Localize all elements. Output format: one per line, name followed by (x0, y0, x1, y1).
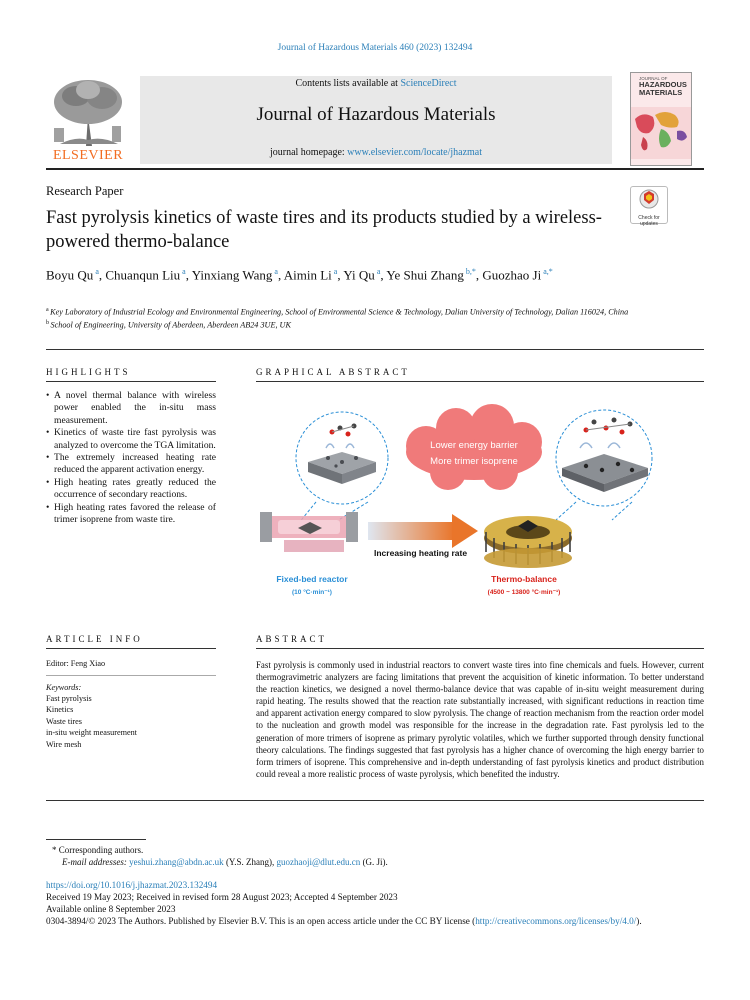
abstract-bottom-divider (46, 800, 704, 801)
affiliations (46, 305, 666, 330)
email-zhang-link[interactable]: yeshui.zhang@abdn.ac.uk (129, 857, 224, 867)
abstract-text: Fast pyrolysis is commonly used in industrial reactors to convert waste tires into fine chemicals and fuels. However, current thermogravimetric analyzers are facing limitations that prevent the acquisition of kinetic information. To better understand the reaction kinetics, we designed a novel thermo-balance device that was capable of in-situ weight measurement during rapid heating. The results showed that the reaction rate substantially increased, with significant reductions in reaction time and apparent activation energy compared to slow pyrolysis. The change of reaction mechanism from the reaction order model to the nucleation and growth model was responsible for the increase in the degradation rate. Fast pyrolysis led to the generation of more trimers of isoprene as primary pyrolytic volatiles, which we further supported through density functional theory calculations. The findings suggested that fast pyrolysis has a higher chance of overcoming the high energy barrier to form trimers of isoprene. This comprehensive and in-depth understanding of fast pyrolysis kinetics and product distribution could reveal a more realistic process of waste pyrolysis, which benefited the industry. (256, 660, 704, 779)
license-line (46, 916, 642, 926)
homepage-line (140, 147, 612, 158)
author-affiliation-marker[interactable]: a (374, 267, 381, 276)
author-affiliation-marker[interactable]: a (180, 267, 186, 276)
heating-rate-label: Increasing heating rate (374, 548, 468, 558)
elsevier-wordmark: ELSEVIER (52, 148, 124, 163)
highlight-item: • A novel thermal balance with wireless power enabled the in-situ mass measurement. (46, 390, 216, 427)
available-online-date: Available online 8 September 2023 (46, 904, 176, 914)
cover-line2: HAZARDOUS (639, 80, 687, 89)
fixed-bed-rate-label: (10 °C·min⁻¹) (292, 589, 332, 596)
author-name: Ye Shui Zhang (386, 267, 464, 283)
affiliation-item (46, 318, 666, 331)
author-affiliation-marker[interactable]: a (331, 267, 338, 276)
keyword-item: Fast pyrolysis (46, 694, 92, 703)
thermo-balance-coil-icon (484, 516, 572, 568)
journal-cover-image[interactable] (630, 72, 692, 166)
highlight-item: • Kinetics of waste tire fast pyrolysis was analyzed to overcome the TGA limitation. (46, 427, 216, 452)
cover-line3: MATERIALS (639, 88, 683, 97)
journal-title: Journal of Hazardous Materials (256, 104, 496, 125)
graphical-abstract-svg (256, 392, 704, 612)
keyword-item: Waste tires (46, 716, 82, 726)
cloud-text-energy: Lower energy barrier (430, 440, 518, 451)
author-name: Yinxiang Wang (191, 267, 273, 283)
homepage-link[interactable]: www.elsevier.com/locate/jhazmat (347, 147, 483, 158)
affiliation-marker: a (46, 307, 51, 313)
cover-world-map-icon (631, 97, 691, 159)
author-affiliation-marker[interactable]: a,* (541, 267, 553, 276)
graphical-abstract-figure (256, 392, 704, 612)
author-affiliation-marker[interactable]: a (272, 267, 278, 276)
keyword-item: Kinetics (46, 705, 74, 715)
affiliation-text: School of Engineering, University of Aberdeen, Aberdeen AB24 3UE, UK (50, 320, 291, 330)
abstract-divider (256, 648, 704, 649)
cover-line1: JOURNAL OF (639, 76, 668, 81)
email-label: E-mail addresses: (62, 857, 130, 867)
graphical-abstract-heading: GRAPHICAL ABSTRACT (256, 367, 410, 377)
article-info-divider (46, 648, 216, 649)
author-name: Aimin Li (283, 267, 332, 283)
keyword-item: Wire mesh (46, 739, 82, 749)
fixed-bed-reactor-label: Fixed-bed reactor (276, 574, 348, 584)
graphical-abstract-divider (256, 381, 704, 382)
keyword-item: in-situ weight measurement (46, 728, 137, 738)
highlight-item: • High heating rates greatly reduced the occurrence of secondary reactions. (46, 477, 216, 502)
email-ji-link[interactable]: guozhaoji@dlut.edu.cn (276, 857, 361, 867)
corresponding-authors-note: * Corresponding authors. (52, 845, 144, 855)
article-title: Fast pyrolysis kinetics of waste tires and its products studied by a wireless-powered thermo-balance (46, 208, 602, 252)
homepage-prefix: journal homepage: (269, 147, 348, 158)
highlight-item: • High heating rates favored the release of trimer isoprene from waste tire. (46, 502, 216, 527)
thermo-balance-rate-label: (4500 ~ 13800 °C·min⁻¹) (487, 589, 561, 596)
check-updates-line1: Check for (638, 215, 660, 221)
highlights-list (46, 390, 216, 526)
author-name: Guozhao Ji (482, 267, 542, 283)
highlights-divider (46, 381, 216, 382)
journal-reference[interactable]: Journal of Hazardous Materials 460 (2023) 132494 (277, 43, 473, 53)
heating-rate-arrow-icon (368, 514, 478, 548)
editor-line: Editor: Feng Xiao (46, 659, 106, 668)
email-zhang-name: (Y.S. Zhang), (223, 857, 277, 867)
email-addresses (62, 857, 388, 867)
article-info-subdivider (46, 675, 216, 676)
cloud-text-isoprene: More trimer isoprene (430, 456, 518, 467)
abstract-heading: ABSTRACT (256, 634, 328, 644)
article-info-heading: ARTICLE INFO (46, 634, 143, 644)
affiliation-text: Key Laboratory of Industrial Ecology and Environmental Engineering, School of Environmental Science & Technology, Dalian University of Technology, Dalian 116024, China (50, 307, 629, 317)
contents-prefix: Contents lists available at (295, 78, 401, 89)
author-list: Boyu Qu $^a$, Chuanqun Liu $^a$, Yinxiang Wang $^a$, Aimin Li $^a$, Yi Qu $^a$, Ye Shui Zhang $^{b,*}$, Guozhao Ji $^{a,*}$ (46, 267, 553, 283)
header-divider (46, 168, 704, 170)
doi-link[interactable]: https://doi.org/10.1016/j.jhazmat.2023.132494 (46, 880, 218, 890)
author-affiliation-marker[interactable]: a (93, 267, 99, 276)
check-updates-line2: updates (640, 220, 658, 227)
article-type: Research Paper (46, 184, 124, 198)
author-affiliation-marker[interactable]: b,* (463, 267, 476, 276)
highlights-heading: HIGHLIGHTS (46, 367, 131, 377)
sciencedirect-link[interactable]: ScienceDirect (400, 78, 457, 89)
email-ji-name: (G. Ji). (360, 857, 388, 867)
keyword-list (46, 693, 137, 750)
check-updates-icon (631, 187, 667, 211)
fixed-bed-reactor-icon (260, 512, 358, 552)
keywords-label: Keywords: (46, 683, 82, 692)
author-name: Yi Qu (343, 267, 375, 283)
affiliation-marker: b (46, 319, 51, 326)
thermo-balance-label: Thermo-balance (491, 574, 557, 584)
license-link[interactable]: http://creativecommons.org/licenses/by/4.0/ (475, 916, 637, 926)
license-suffix: ). (636, 916, 642, 926)
affiliation-divider (46, 349, 704, 350)
license-prefix: 0304-3894/© 2023 The Authors. Published by Elsevier B.V. This is an open access article under the CC BY license ( (46, 916, 476, 926)
affiliation-item (46, 305, 666, 318)
contents-line (140, 78, 612, 89)
received-dates: Received 19 May 2023; Received in revised form 28 August 2023; Accepted 4 September 2023 (46, 892, 398, 902)
author-name: Chuanqun Liu (105, 267, 181, 283)
highlight-item: • The extremely increased heating rate reduced the apparent activation energy. (46, 452, 216, 477)
footnote-divider (46, 839, 146, 840)
check-for-updates-badge[interactable] (630, 186, 668, 227)
author-name: Boyu Qu (46, 267, 94, 283)
